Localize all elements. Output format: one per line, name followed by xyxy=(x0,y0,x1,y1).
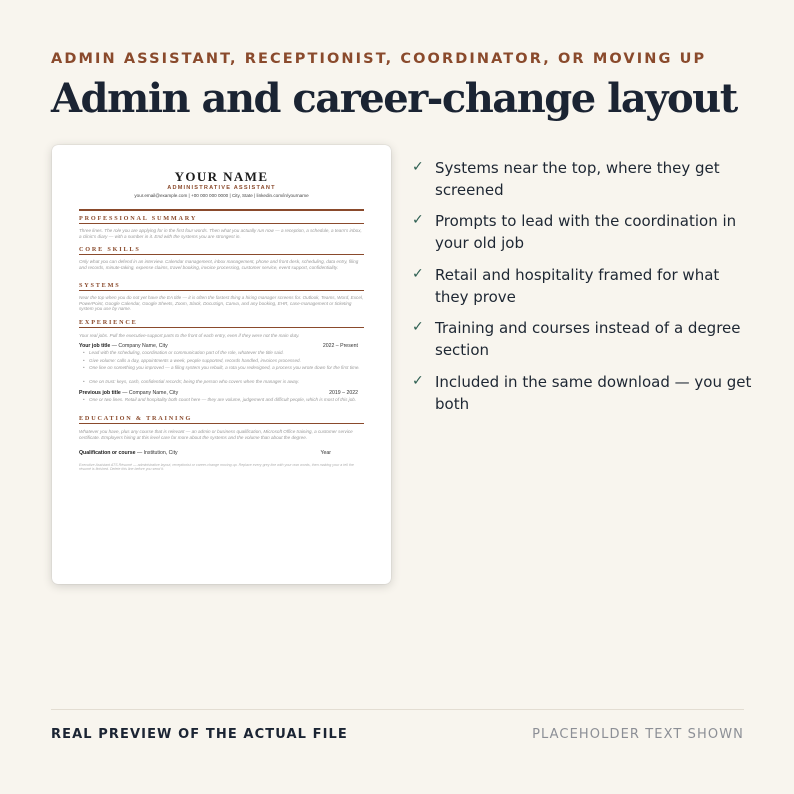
benefit-text: Included in the same download — you get both xyxy=(435,373,752,413)
resume-header-rule xyxy=(79,209,364,211)
resume-qualification xyxy=(79,450,364,457)
check-icon: ✓ xyxy=(412,373,424,389)
resume-job-dates: 2022 – Present xyxy=(322,343,358,349)
resume-job-title: Your job title xyxy=(79,343,111,349)
footer-divider xyxy=(51,709,744,710)
benefit-text: Training and courses instead of a degree section xyxy=(435,319,741,359)
check-icon: ✓ xyxy=(412,319,424,335)
resume-bullet: • Lead with the scheduling, coordination or communication part of the role, whatever the title said. xyxy=(89,350,364,356)
resume-education-heading: EDUCATION & TRAINING xyxy=(79,415,364,424)
resume-bullet: • Give volume: calls a day, appointments a week, people supported, records handled, invoices processed. xyxy=(89,358,364,364)
resume-qualification-year: Year xyxy=(320,450,331,456)
resume-experience-intro: Your real jobs. Pull the executive-support parts to the front of each entry, even if they were not the main duty. xyxy=(79,333,300,338)
benefit-text: Prompts to lead with the coordination in your old job xyxy=(435,212,737,252)
resume-footnote: Executive Assistant ATS Résumé — administrative layout, receptionist or career-change moving up. Replace every grey line with your own words, then making your a tell the résumé is finished. Delete this line before you send it. xyxy=(79,463,354,472)
check-icon: ✓ xyxy=(412,212,424,228)
resume-role: ADMINISTRATIVE ASSISTANT xyxy=(167,185,276,191)
resume-institution: — Institution, City xyxy=(136,450,178,456)
resume-skills-heading: CORE SKILLS xyxy=(79,246,364,255)
check-icon: ✓ xyxy=(412,266,424,282)
resume-bullet: • One on trust: keys, cash, confidential records; being the person who covers when the manager is away. xyxy=(89,379,364,385)
resume-experience-heading: EXPERIENCE xyxy=(79,319,364,328)
resume-systems-text: Near the top when you do not yet have the EA title — it is often the fastest thing a hiring manager screens for. Outlook, Teams, Word, Excel, PowerPoint, Google Calendar, Google Sheets, Zoom, Slack, DocuSign, Canva, and any booking, EHR, case-management or ticketing system you use by name. xyxy=(79,295,364,312)
page-title: Admin and career-change layout xyxy=(51,75,737,122)
resume-education-text: Whatever you have, plus any course that is relevant — an admin or business qualification, Microsoft Office training, a customer service certificate. Employers hiring at this level care far more about the systems and the volume than about the degree. xyxy=(79,429,353,440)
check-icon: ✓ xyxy=(412,159,424,175)
resume-bullet: • One or two lines. Retail and hospitality both count here — they are volume, judgement and difficult people, which is most of this job. xyxy=(89,397,364,403)
benefit-text: Retail and hospitality framed for what they prove xyxy=(435,266,720,306)
eyebrow-label: ADMIN ASSISTANT, RECEPTIONIST, COORDINATOR, OR MOVING UP xyxy=(51,51,707,67)
resume-job-company: — Company Name, City xyxy=(122,390,179,396)
resume-summary-heading: PROFESSIONAL SUMMARY xyxy=(79,215,364,224)
resume-bullet: • One line on something you improved — a filing system you rebuilt, a rota you redesigned, a process you wrote down for the first time. xyxy=(89,365,364,371)
resume-name: YOUR NAME xyxy=(174,169,269,184)
resume-preview xyxy=(52,145,391,584)
benefit-text: Systems near the top, where they get screened xyxy=(435,159,720,199)
resume-job-title: Previous job title xyxy=(79,390,121,396)
resume-summary-text: Three lines. The role you are applying for in the first four words. Then what you actually run now — a reception, a schedule, a team's inbox, a clinic's diary — with a number in it. End with the systems you are strongest in. xyxy=(79,228,362,239)
footer-preview-note: REAL PREVIEW OF THE ACTUAL FILE xyxy=(51,727,348,742)
resume-job-1 xyxy=(79,343,364,350)
resume-job-dates: 2019 – 2022 xyxy=(329,390,358,396)
resume-job-2 xyxy=(79,390,364,397)
resume-skills-text: Only what you can defend in an interview. Calendar management, inbox management, phone and front desk, scheduling, data entry, filing and records, minute-taking, expense claims, travel booking, invoice processing, customer service, event support, confidentiality. xyxy=(79,259,359,270)
resume-job-company: — Company Name, City xyxy=(111,343,168,349)
footer-placeholder-note: PLACEHOLDER TEXT SHOWN xyxy=(532,727,744,742)
resume-qualification-title: Qualification or course xyxy=(79,450,136,456)
resume-contact: your.email@example.com | +00 000 000 0000 | City, State | linkedin.com/in/yourname xyxy=(134,193,309,198)
resume-systems-heading: SYSTEMS xyxy=(79,282,364,291)
